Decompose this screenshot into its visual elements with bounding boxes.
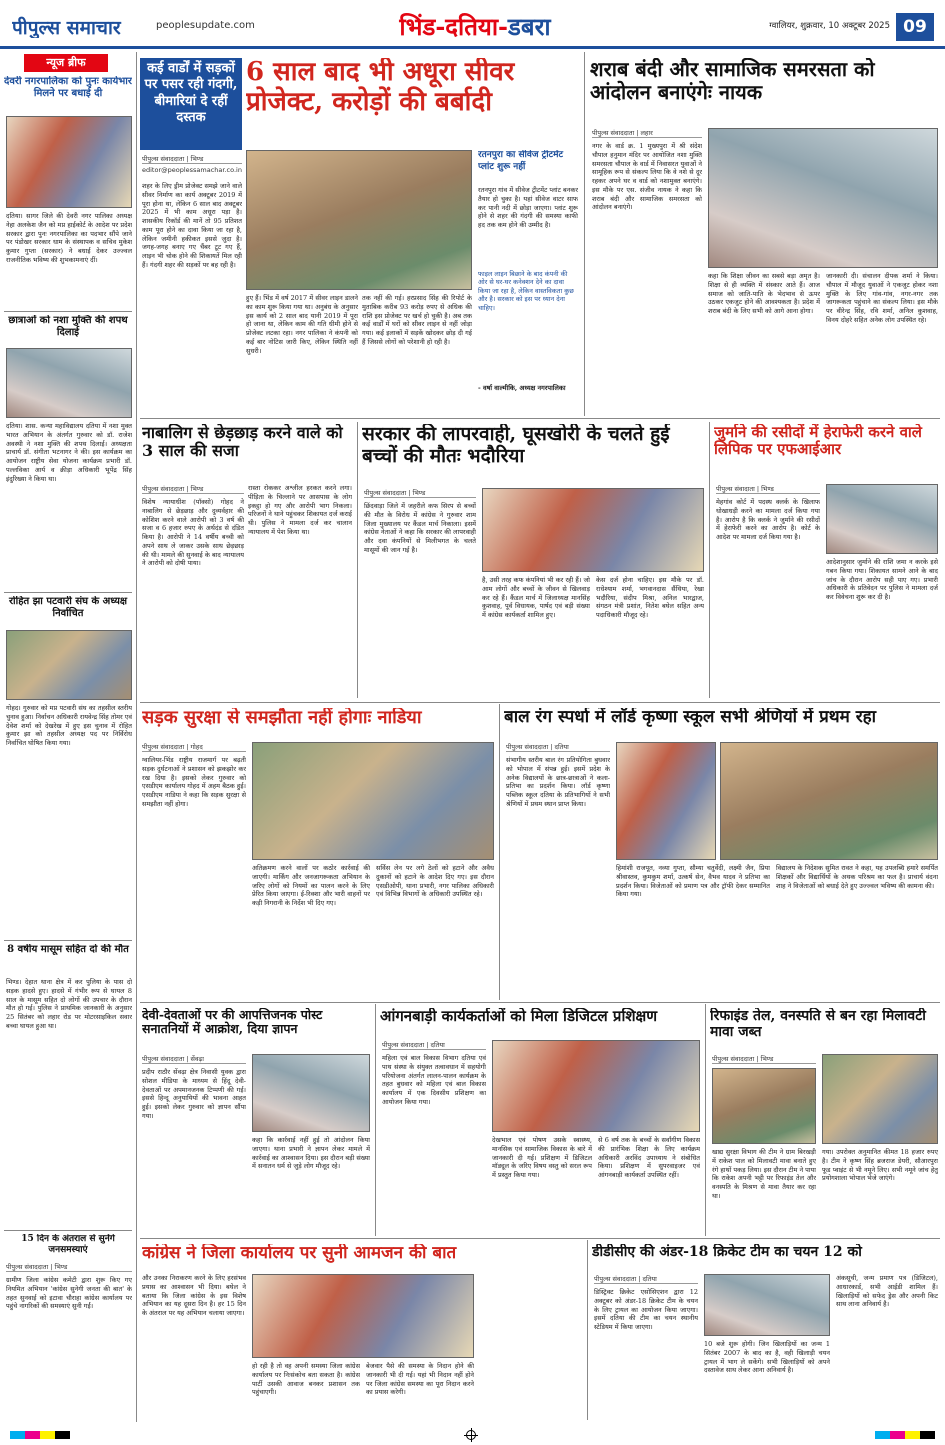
mawa-photo-2 (822, 1054, 938, 1144)
brief4-headline: 8 वर्षीय मासूम सहित दो की मौत (7, 944, 129, 955)
liquor-col1: नगर के वार्ड क्र. 1 मुख्यपुरा में श्री संदेश चौपाल हनुमान मंदिर पर आयोजित नशा मुक्ति समरसता चौपाल के वार्ड में निवासरत युवाओं ने सामूहिक रूप से संकल्प लिया कि वे नशे से दूर रहकर अपने घर व वार्ड को नशामुक्त बनाएंगे। इस मौके पर एस. संजीव नायक ने कहा कि शराब बंदी और सामाजिक समरसता को आंदोलन बनाएंगे। (592, 142, 702, 212)
mawa-headline: रिफाइंड तेल, वनस्पति से बन रहा मिलावटी मावा जब्त (710, 1008, 926, 1041)
column-divider (709, 422, 710, 698)
divider (4, 940, 132, 941)
section-divider (140, 1002, 940, 1003)
section-divider (140, 418, 940, 419)
registration-mark (466, 1430, 476, 1440)
brief1-headline: देवरी नगरपालिका को पुनः कार्यभार मिलने पर बधाई दी (4, 76, 132, 99)
negligence-byline: पीपुल्स संवाददाता | भिण्ड (364, 488, 476, 498)
mawa-col1: खाद्य सुरक्षा विभाग की टीम ने ग्राम बिरखड़ी में राकेश पाल को मिलावटी मावा बनाते हुए रंगे हाथों पकड़ लिया। इस दौरान टीम ने पाया कि राकेश अपनी भट्टी पर रिफाइंड तेल और वनस्पति के मिश्रण से मावा तैयार कर रहा था। (712, 1148, 816, 1200)
cricket-byline: पीपुल्स संवाददाता | दतिया (594, 1274, 698, 1284)
road-col1: ग्वालियर-भिंड राष्ट्रीय राजमार्ग पर बढ़ती सड़क दुर्घटनाओं ने प्रशासन को झकझोर कर रख दिया है। इसको लेकर गुरुवार को एसडीएम कार्यालय गोहद में अहम बैठक हुई। एसडीएम नाडिया ने कहा कि सड़क सुरक्षा से समझौता नहीं होगा। (142, 756, 246, 808)
anganwadi-col2: देखभाल एवं पोषण उसके स्वास्थ्य, मानसिक एवं सामाजिक विकास के बारे में जानकारी दी गई। प्रशिक्षण में डिजिटल मॉड्यूल के जरिए विषय वस्तु को सरल रूप में प्रस्तुत किया गया। (492, 1136, 592, 1180)
color-bar-left (10, 1431, 70, 1439)
website-url[interactable]: peoplesupdate.com (156, 20, 255, 31)
sewer-quote: फाइल लाइन बिछाने के बाद कंपनी की ओर से घर-घर कनेक्शन देने का दावा किया जा रहा है, लेकिन वास्तविकता कुछ और है। सरकार को इस पर ध्यान देना चाहिए। (478, 270, 574, 312)
cricket-headline: डीडीसीए की अंडर-18 क्रिकेट टीम का चयन 12 को (592, 1244, 862, 1260)
mawa-photo-1 (712, 1068, 816, 1144)
bal-photo-2 (720, 742, 938, 860)
deity-col2: कहा कि कार्रवाई नहीं हुई तो आंदोलन किया जाएगा। थाना प्रभारी ने ज्ञापन लेकर मामले में कार्रवाई का आश्वासन दिया। इस दौरान बड़ी संख्या में सनातन धर्म से जुड़े लोग मौजूद रहे। (252, 1136, 370, 1171)
bal-headline: बाल रंग स्पर्धा में लॉर्ड कृष्णा स्कूल सभी श्रेणियों में प्रथम रहा (504, 708, 877, 727)
negligence-col3: केस दर्ज होना चाहिए। इस मौके पर डॉ. राधेश्याम शर्मा, भगवानदास सैंथिया, रेखा भदौरिया, संदीप मिश्रा, अनिल भारद्वाज, संगठन मंत्री प्रशांत, नितेश बघेल सहित अन्य पदाधिकारी मौजूद रहे। (596, 576, 704, 620)
garbage-email[interactable]: editor@peoplessamachar.co.in (142, 166, 242, 174)
bal-col1: संभागीय स्तरीय बाल रंग प्रतियोगिता बुधवार को भोपाल में संपन्न हुई। इसमें प्रदेश के अनेक विद्यालयों के छात्र-छात्राओं ने कला-प्रतिभा का प्रदर्शन किया। लॉर्ड कृष्णा पब्लिक स्कूल दतिया के प्रतिभागियों ने सभी श्रेणियों में प्रथम स्थान प्राप्त किया। (506, 756, 610, 808)
liquor-photo (708, 128, 938, 268)
sidebar-divider (136, 52, 137, 1422)
mawa-col2: गया। उपरोक्त अनुमानित कीमत 18 हजार रुपए है। टीम ने कृष्ण सिंह ब्रजराज डेयरी, सौआरपुरा फूड प्वाइंट से भी नमूने लिए। सभी नमूने जांच हेतु प्रयोगशाला भोपाल भेजे जाएंगे। (822, 1148, 938, 1183)
negligence-col2: है, उसी तरह कफ कंपनियां भी कर रही हैं। जो आम लोगों और बच्चों के जीवन से खिलवाड़ कर रहे हैं। कैंडल मार्च में जिलाध्यक्ष मानसिंह कुशवाह, पूर्व विधायक, पार्षद एवं बड़ी संख्या में कांग्रेस कार्यकर्ता शामिल हुए। (482, 576, 590, 620)
edition-dabra: डबरा (508, 12, 551, 41)
column-divider (375, 1004, 376, 1236)
column-divider (587, 1240, 588, 1420)
divider (4, 592, 132, 593)
minor-byline: पीपुल्स संवाददाता | भिण्ड (142, 484, 244, 494)
liquor-headline: शराब बंदी और सामाजिक समरसता को आंदोलन बनाएंगेः नायक (590, 58, 875, 104)
sewer-quote-by: - वर्षा वाल्मीकि, अध्यक्ष नगरपालिका (478, 384, 566, 392)
anganwadi-col1: महिला एवं बाल विकास विभाग दतिया एवं पाथ संस्था के संयुक्त तत्वावधान में सहयोगी परियोजना अंतर्गत लालन-पालन कार्यक्रम के तहत बुधवार को महिला एवं बाल विकास कार्यालय में एक दिवसीय प्रशिक्षण का आयोजन किया गया। (382, 1054, 486, 1106)
color-bar-right (875, 1431, 935, 1439)
deity-photo (252, 1054, 370, 1132)
receipts-headline: जुर्माने की रसीदों में हेराफेरी करने वाले लिपिक पर एफआईआर (714, 424, 922, 459)
road-byline: पीपुल्स संवाददाता | गोहद (142, 742, 246, 752)
sewer-subheadline: रतनपुरा का सीवेज ट्रीटमेंट प्लांट शुरू नहीं (478, 150, 563, 172)
bal-byline: पीपुल्स संवाददाता | दतिया (506, 742, 610, 752)
minor-col2: रास्ता रोककर अश्लील हरकत करने लगा। पीड़िता के चिल्लाने पर आसपास के लोग इकट्ठा हो गए और आरोपी भाग निकला। परिजनों ने थाने पहुंचकर शिकायत दर्ज कराई थी। पुलिस ने मामला दर्ज कर चालान न्यायालय में पेश किया था। (248, 484, 352, 536)
divider (4, 311, 132, 312)
road-col3: सर्विस लेन पर लगे ठेलों को हटाने और अवैध दुकानों को हटाने के आदेश दिए गए। इस दौरान एसडीओपी, थाना प्रभारी, नगर पालिका अधिकारी एवं विभिन्न विभागों के अधिकारी उपस्थित रहे। (376, 864, 494, 899)
cricket-photo (704, 1274, 830, 1336)
deity-headline: देवी-देवताओं पर की आपत्तिजनक पोस्ट सनातनियों में आक्रोश, दिया ज्ञापन (142, 1008, 323, 1037)
congress-col1: और उनका निराकरण करने के लिए हरसंभव प्रयास का आश्वासन भी दिया। बघेल ने बताया कि जिला कांग्रेस के इस विशेष अभियान का यह दूसरा दिन है। हर 15 दिन के अंतराल पर यह अभियान चलाया जाएगा। (142, 1274, 246, 1318)
minor-headline: नाबालिग से छेड़छाड़ करने वाले को 3 साल की सजा (142, 424, 343, 461)
anganwadi-col3: से 6 वर्ष तक के बच्चों के सर्वांगीण विकास की प्रारंभिक शिक्षा के लिए कार्यक्रम अधिकारी अरविंद उपाध्याय ने संबोधित किया। प्रशिक्षण में सुपरवाइजर एवं आंगनबाड़ी कार्यकर्ता उपस्थित रहीं। (598, 1136, 700, 1180)
edition-title (360, 10, 590, 42)
negligence-col1: छिंदवाड़ा जिले में जहरीले कफ सिरप से बच्चों की मौत के विरोध में कांग्रेस ने गुरुवार शाम जिला मुख्यालय पर कैंडल मार्च निकाला। इसमें कांग्रेस नेताओं ने कहा कि सरकार की लापरवाही और दवा कंपनियों से मिलीभगत के चलते मासूमों की जान गई है। (364, 502, 476, 554)
brief3-body: गोहद। गुरुवार को मप्र पटवारी संघ का तहसील स्तरीय चुनाव हुआ। निर्वाचन अधिकारी रायवेन्द्र सिंह तोमर एवं देवेश शर्मा को देखरेख में हुए इस चुनाव में रोहित कुमार झा को तहसील अध्यक्ष पद पर निर्विरोध निर्वाचित घोषित किया गया। (6, 704, 132, 748)
brief1-photo (6, 116, 132, 208)
anganwadi-photo (492, 1040, 700, 1132)
garbage-byline: पीपुल्स संवाददाता | भिण्ड (142, 154, 242, 164)
masthead-rule (0, 46, 945, 49)
minor-col1: विशेष न्यायाधीश (पॉक्सो) गोहद ने नाबालिग से छेड़छाड़ और दुव्यर्वहार की कोशिश करने वाले आरोपी को 3 वर्ष की सजा व 6 हजार रुपए के अर्थदंड से दंडित किया है। आरोपी ने 14 वर्षीय बच्ची को अपने साथ ले जाकर उसके साथ छेड़छाड़ की थी। मामले की सुनवाई के बाद न्यायालय ने आरोपी को दोषी पाया। (142, 498, 244, 568)
liquor-col3: जानकारी दी। संचालन दीपक शर्मा ने किया। चौपाल में मौजूद युवाओं ने एकजुट होकर नशा मुक्ति के लिए गांव-गांव, नगर-नगर तक जागरूकता पहुंचाने का संकल्प लिया। इस मौके पर वीरेन्द्र सिंह, रवि शर्मा, अनिल कुशवाह, विनय दोहरे सहित अनेक लोग उपस्थित रहे। (826, 272, 938, 324)
news-brief-tag: न्यूज ब्रीफ (24, 54, 108, 72)
liquor-col2: कहा कि शिक्षा जीवन का सबसे बड़ा अमृत है। शिक्षा से ही व्यक्ति में संस्कार आते हैं। आज समाज को जाति-पाति के भेदभाव से ऊपर उठकर एकजुट होने की आवश्यकता है। प्रदेश में शराब बंदी के लिए सभी को आगे आना होगा। (708, 272, 820, 316)
receipts-col1: मेहगांव कोर्ट में पदस्थ क्लर्क के खिलाफ धोखाधड़ी करने का मामला दर्ज किया गया है। आरोप है कि क्लर्क ने जुर्माने की रसीदों में हेराफेरी करने का आरोप है। कोर्ट के आदेश पर मामला दर्ज किया गया है। (716, 498, 820, 542)
brief5-headline: 15 दिन के अंतराल से सुनेंगे जनसमस्याएं (21, 1234, 115, 1255)
mawa-byline: पीपुल्स संवाददाता | भिण्ड (712, 1054, 816, 1064)
section-divider (140, 702, 940, 703)
receipts-photo (826, 484, 938, 554)
deity-col1: प्रदीप राठौर सेंवढ़ा क्षेत्र निवासी युवक द्वारा सोशल मीडिया के माध्यम से हिंदू देवी-देवताओं पर अपमानजनक टिप्पणी की गई। इससे हिन्दू अनुयायियों की भावना आहत हुई। इसको लेकर गुरुवार को ज्ञापन सौंपा गया। (142, 1068, 246, 1120)
anganwadi-byline: पीपुल्स संवाददाता | दतिया (382, 1040, 486, 1050)
garbage-headline: कई वार्डों में सड़कों पर पसर रही गंदगी, बीमारियां दे रहीं दस्तक (140, 58, 242, 150)
newspaper-logo: पीपुल्स समाचार (12, 17, 121, 38)
road-col2: अतिक्रमण करने वालों पर कठोर कार्रवाई की जाएगी। मार्किंग और जनजागरूकता अभियान के जरिए लोगों को नियमों का पालन करने के लिए प्रेरित किया जाएगा। ई-रिक्शा और भारी वाहनों पर कड़ी निगरानी के निर्देश भी दिए गए। (252, 864, 370, 908)
anganwadi-headline: आंगनबाड़ी कार्यकर्ताओं को मिला डिजिटल प्रशिक्षण (380, 1008, 658, 1025)
receipts-col2: आदेशानुसार जुर्माने की राशि जमा न करके इसे गबन किया गया। शिकायत सामने आने के बाद जांच के दौरान आरोप सही पाए गए। प्रभारी अधिकारी के प्रतिवेदन पर पुलिस ने मामला दर्ज कर विवेचना शुरू कर दी है। (826, 558, 938, 602)
brief2-headline: छात्राओं को नशा मुक्ति की शपथ दिलाई (8, 315, 128, 338)
edition-bhind: भिंड- (399, 12, 446, 41)
dateline: ग्वालियर, शुक्रवार, 10 अक्टूबर 2025 (769, 21, 890, 31)
cricket-col2: 10 बजे शुरू होगी। जिन खिलाड़ियों का जन्म 1 सितंबर 2007 के बाद का है, वही खिलाड़ी चयन ट्रायल में भाग ले सकेंगे। सभी खिलाड़ियों को अपने दस्तावेज साथ लेकर आना अनिवार्य है। (704, 1340, 830, 1375)
section-divider (140, 1238, 940, 1239)
divider (4, 1230, 132, 1231)
sewer-col1: शहर के लिए ड्रीम प्रोजेक्ट समझे जाने वाले सीवर निर्माण का कार्य अक्टूबर 2019 में पूरा होना था, लेकिन 6 साल बाद अक्टूबर 2025 में भी काम अधूरा पड़ा है। शासकीय रिकॉर्ड की मानें तो 95 प्रतिशत काम पूरा होने का दावा किया जा रहा है, लेकिन जमीनी हकीकत इससे जुदा है। जगह-जगह बनाए गए चैंबर टूट गए हैं, लाइन भी चोक होने की शिकायतें मिल रही हैं। गंदगी शहर की सड़कों पर बह रही है। (142, 182, 242, 269)
deity-byline: पीपुल्स संवाददाता | सेंवढ़ा (142, 1054, 246, 1064)
road-headline: सड़क सुरक्षा से समझौता नहीं होगाः नाडिया (142, 708, 422, 728)
brief4-body: भिण्ड। देहात थाना क्षेत्र में कर पुलिया के पास दो सड़क हादसे हुए। हादसे में गंभीर रूप से घायल 8 साल के मासूम सहित दो लोगों की उपचार के दौरान मौत हो गई। पुलिस ने प्राथमिक जानकारी के अनुसार 25 सितंबर को लहार रोड पर मोटरसाइकिल सवार बच्चा घायल हुआ था। (6, 978, 132, 1030)
liquor-byline: पीपुल्स संवाददाता | लहार (592, 128, 702, 138)
brief3-headline: रोहित झा पटवारी संघ के अध्यक्ष निर्वाचित (8, 596, 128, 619)
negligence-photo (482, 488, 704, 572)
brief1-body: दतिया। सागर जिले की देवरी नगर पालिका अध्यक्ष नेहा अलकेश जैन को मप्र हाईकोर्ट के आदेश पर प्रदेश सरकार द्वारा पुनः नगरपालिका का पदभार सौंपे जाने पर पंडोखर सरकार धाम के संस्थापक व सचिव मुकेश कुमार गुप्ता (सरकार) ने बधाई देकर उज्ज्वल राजनीतिक भविष्य की शुभकामनाएं दीं। (6, 212, 132, 264)
column-divider (499, 704, 500, 1000)
sewer-col3: तक नहीं की गई। हरप्रसाद सिंह की रिपोर्ट के मुताबिक करीब 93 करोड़ रुपए से अधिक की राशि इस प्रोजेक्ट पर खर्च हो चुकी है। अब तक कई वार्डों में घरों को सीवर लाइन से नहीं जोड़ा गया। कई इलाकों में सड़कें खोदकर छोड़ दी गई हैं जिससे लोगों को परेशानी हो रही है। (362, 294, 472, 346)
column-divider (584, 52, 585, 416)
brief3-photo (6, 630, 132, 700)
bal-col2: हिमांशी राजपूत, नव्या गुप्ता, सौम्या चतुर्वेदी, लक्ष्मी जैन, प्रिया श्रीवास्तव, कुमकुम शर्मा, उत्कर्ष सेन, वैभव यादव ने प्रतिभा का प्रदर्शन किया। विजेताओं को प्रमाण पत्र और ट्रॉफी देकर सम्मानित किया गया। (616, 864, 770, 899)
sewer-headline: 6 साल बाद भी अधूरा सीवर प्रोजेक्ट, करोड़ों की बर्बादी (246, 58, 515, 117)
bal-photo-1 (616, 742, 716, 860)
cricket-col1: डिस्ट्रिक्ट क्रिकेट एसोसिएशन द्वारा 12 अक्टूबर को अंडर-18 क्रिकेट टीम के चयन के लिए ट्रायल का आयोजन किया जाएगा। इसमें दतिया की टीम का चयन स्थानीय स्टेडियम में किया जाएगा। (594, 1288, 698, 1332)
edition-datia: दतिया- (445, 12, 509, 41)
brief2-body: दतिया। शास. कन्या महाविद्यालय दतिया में नशा मुक्त भारत अभियान के अंतर्गत गुरुवार को डॉ. राजेश अवस्थी ने नशा मुक्ति की शपथ दिलाई। अध्यक्षता प्राचार्य डॉ. संगीता भटनागर ने की। इस कार्यक्रम का आयोजन राष्ट्रीय सेवा योजना कार्यक्रम प्रभारी डॉ. पल्लविका आर्य व क्रीड़ा अधिकारी भूपेंद्र सिंह इंदुरिख्या ने किया था। (6, 422, 132, 483)
brief5-byline: पीपुल्स संवाददाता | भिण्ड (6, 1262, 132, 1272)
congress-col3: बेजवार पैसे की समस्या के निदान होने की जानकारी भी दी गई। यहां भी निदान नहीं होने पर जिला कांग्रेस समस्या का पूरा निदान करने का प्रयास करेगी। (366, 1362, 474, 1397)
brief2-photo (6, 348, 132, 418)
bal-col3: विद्यालय के निदेशक सुमित रावत ने कहा, यह उपलब्धि हमारे समर्पित शिक्षकों और विद्यार्थियों के अथक परिश्रम का फल है। प्राचार्य वंदना शाह ने विजेताओं को बधाई देते हुए उज्ज्वल भविष्य की कामना की। (776, 864, 938, 890)
sewer-photo (246, 150, 472, 290)
congress-headline: कांग्रेस ने जिला कार्यालय पर सुनी आमजन की बात (142, 1244, 457, 1263)
congress-col2: हो रही है तो वह अपनी समस्या जिला कांग्रेस कार्यालय पर निःसंकोच बता सकता है। कांग्रेस पार्टी उसकी आवाज बनकर प्रशासन तक पहुंचाएगी। (252, 1362, 360, 1397)
receipts-byline: पीपुल्स संवादाता | भिण्ड (716, 484, 820, 494)
road-photo (252, 742, 494, 860)
column-divider (705, 1004, 706, 1236)
cricket-col3: अंकसूची, जन्म प्रमाण पत्र (डिजिटल), आधारकार्ड, सभी आईडी शामिल हैं। खिलाड़ियों को सफेद ड्रेस और अपनी किट साथ लाना अनिवार्य है। (836, 1274, 938, 1309)
negligence-headline: सरकार की लापरवाही, घूसखोरी के चलते हुई बच्चों की मौतः भदौरिया (362, 424, 670, 467)
sewer-col2: हुए हैं। भिंड में वर्ष 2017 में सीवर लाइन डालने का काम शुरू किया गया था। अनुबंध के अनुसार इस कार्य को 2 साल बाद यानी 2019 में पूरा हो जाना था, लेकिन काम की गति धीमी होने से प्रोजेक्ट लटका रहा। नगर पालिका ने कंपनी को कई बार नोटिस जारी किए, लेकिन स्थिति नहीं सुधरी। (246, 294, 358, 355)
brief5-body: ग्रामीण जिला कांग्रेस कमेटी द्वारा शुरू किए गए नियमित अभियान 'कांग्रेस सुनेगी जनता की बात' के तहत सुनवाई को इटावा चौराहा कांग्रेस कार्यालय पर पहुंचे नागरिकों की समस्याएं सुनी गईं। (6, 1276, 132, 1311)
column-divider (357, 422, 358, 698)
congress-photo (252, 1274, 474, 1358)
page-number: 09 (896, 13, 934, 41)
sewer-sub-body: रतनपुरा गांव में सीवेज ट्रीटमेंट प्लांट बनकर तैयार हो चुका है। यहां सीवेज वाटर साफ कर पानी नदी में छोड़ा जाएगा। प्लांट शुरू होने से शहर की गंदगी की समस्या काफी हद तक कम होने की उम्मीद है। (478, 186, 578, 230)
